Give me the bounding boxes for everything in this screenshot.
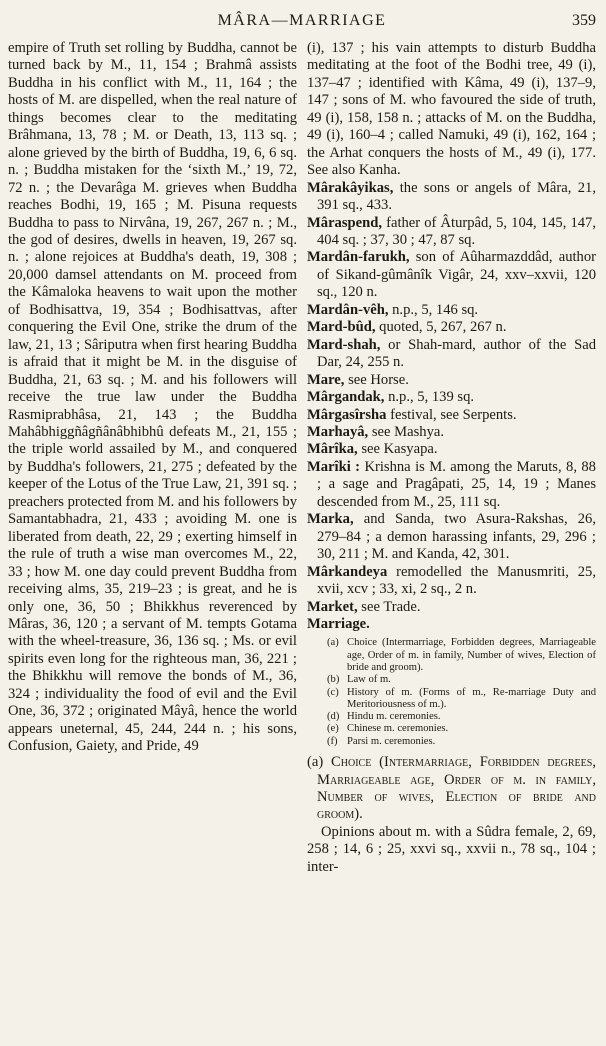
entry-body: see Kasyapa. <box>357 441 438 458</box>
index-entry <box>307 441 596 458</box>
list-item <box>307 736 596 748</box>
list-item <box>307 674 596 686</box>
section-heading <box>307 754 596 824</box>
entry-body: quoted, 5, 267, 267 n. <box>375 319 507 336</box>
entry-body: and Sanda, two Asura-Rakshas, 26, 279–84 ; a demon harassing infants, 29, 296 ; 30, 211 ; M. and Kanda, 42, 301. <box>317 511 596 563</box>
index-entry <box>307 511 596 563</box>
index-entry <box>307 302 596 319</box>
list-item <box>307 687 596 712</box>
list-item-marker: (a) <box>327 637 339 649</box>
index-entry <box>307 599 596 616</box>
entry-headword: Mard-bûd, <box>307 319 376 336</box>
entry-headword: Marriage. <box>307 615 370 632</box>
entry-headword: Market, <box>307 598 358 615</box>
list-item-text: Parsi m. ceremonies. <box>347 735 436 747</box>
running-header <box>8 6 596 36</box>
entry-body: Krishna is M. among the Maruts, 8, 88 ; a sage and Pragâpati, 25, 14, 19 ; Manes descended from M., 25, 111 sq. <box>317 458 596 510</box>
entry-body: n.p., 5, 146 sq. <box>388 301 479 318</box>
entry-body: father of Âturpâd, 5, 104, 145, 147, 404 sq. ; 37, 30 ; 47, 87 sq. <box>317 214 596 248</box>
list-item-marker: (f) <box>327 735 338 747</box>
entry-headword: Mâraspend, <box>307 214 382 231</box>
entry-body: remodelled the Manusmriti, 25, xvii, xcv ; 33, xi, 2 sq., 2 n. <box>317 563 596 598</box>
index-entry <box>307 389 596 406</box>
mara-entry-continuation: empire of Truth set rolling by Buddha, cannot be turned back by M., 11, 154 ; Brahmâ assists Buddha in his conflict with M., 11, 164 ; the hosts of M. are dispelled, when the real nature of things becomes clear to the meditating Brâhmana, 13, 78 ; M. or Death, 13, 113 sq. ; alone grieved by the birth of Buddha, 19, 6, 6 sq. n. ; Buddha mistaken for the ‘sixth M.,’ 19, 72, 72 n. ; the Devarâga M. grieves when Buddha reaches Bodhi, 19, 165 ; M. Pisuna requests Buddha to pass to Nirvâna, 19, 267, 267 n. ; M., the god of desires, dwells in heaven, 19, 267 sq. n. ; alone rejoices at Buddha's death, 19, 308 ; 20,000 damsel attendants on M. proceed from the Kâmaloka heavens to wait upon the mother of Bodhisattva, 19, 354 ; Bodhisattvas, after conquering the Evil One, strike the drum of the law, 21, 13 ; Sâriputra when first hearing Buddha is afraid that it might be M. in the disguise of Buddha, 21, 63 sq. ; M. and his followers will receive the true law under the Buddha Rasmiprabhâsa, 21, 143 ; the Buddha Mahâbhiggñâgñânâbhibhû defeats M., 21, 155 ; the triple world assailed by M., and conquered by Buddha's followers, 21, 275 ; defeated by the keeper of the Lotus of the True Law, 21, 391 sq. ; preachers protected from M. and his followers by Samantabhadra, 21, 433 ; avoiding M. one is liberated from death, 22, 29 ; exerting himself in the rule of truth a wise man overcomes M., 22, 33 ; how M. one day could prevent Buddha from receiving alms, 35, 219–23 ; is great, and he is only one, 36, 50 ; Bhikkhus reverenced by Mâras, 36, 120 ; a servant of M. tempts Gotama with the wheel-treasure, 36, 136 sq. ; Ms. or evil spirits even long for the righteous man, 36, 221 ; the Bhikkhu will remove the bonds of M., 36, 324 ; individuality the food of evil and the Evil One, 36, 372 ; originated Mâyâ, hence the world appears uneternal, 45, 244, 244 n. ; his sons, Confusion, Gaiety, and Pride, 49 <box>8 40 297 755</box>
page-number: 359 <box>572 12 596 29</box>
index-entry <box>307 459 596 511</box>
index-entry <box>307 424 596 441</box>
section-body: Opinions about m. with a Sûdra female, 2, 69, 258 ; 14, 6 ; 25, xxvi sq., xxvii n., 78 sq., 104 ; inter- <box>307 823 596 875</box>
entry-headword: Marka, <box>307 511 354 528</box>
index-entry <box>307 407 596 424</box>
running-title: MÂRA—MARRIAGE <box>217 12 387 29</box>
list-item-marker: (c) <box>327 686 339 698</box>
entry-body: the sons or angels of Mâra, 21, 391 sq., 433. <box>317 179 596 214</box>
list-item-marker: (b) <box>327 674 340 686</box>
index-entry <box>307 180 596 215</box>
list-item <box>307 723 596 735</box>
index-entry <box>307 215 596 250</box>
index-entry <box>307 372 596 389</box>
entry-headword: Mârgasîrsha <box>307 406 387 423</box>
left-column <box>8 40 297 876</box>
entry-headword: Mârîka, <box>307 441 358 458</box>
entry-headword: Mârgandak, <box>307 389 385 406</box>
entry-headword: Marîki : <box>307 458 361 475</box>
index-entry <box>307 319 596 336</box>
index-entry <box>307 616 596 633</box>
entry-headword: Mârkandeya <box>307 563 388 580</box>
entry-body: or Shah-mard, author of the Sad Dar, 24, 255 n. <box>317 336 596 371</box>
list-item-text: Law of m. <box>347 674 391 686</box>
entry-headword: Marhayâ, <box>307 423 369 440</box>
right-column <box>307 40 596 876</box>
entry-headword: Mare, <box>307 371 345 388</box>
list-item-marker: (d) <box>327 711 340 723</box>
list-item <box>307 711 596 723</box>
two-column-body <box>8 40 596 876</box>
list-item-text: History of m. (Forms of m., Re-marriage Duty and Meritoriousness of m.). <box>347 686 596 710</box>
entry-body: n.p., 5, 139 sq. <box>384 389 475 406</box>
list-item <box>307 637 596 674</box>
entry-body: see Mashya. <box>368 423 445 440</box>
entry-headword: Mard-shah, <box>307 336 381 353</box>
list-item-text: Hindu m. ceremonies. <box>347 711 441 723</box>
list-item-marker: (e) <box>327 723 339 735</box>
entry-body: festival, see Serpents. <box>386 406 517 423</box>
section-label: (a) <box>307 754 324 771</box>
entry-body: see Horse. <box>344 371 409 388</box>
index-entry <box>307 337 596 372</box>
mara-entry-continuation-end: (i), 137 ; his vain attempts to disturb Buddha meditating at the foot of the Bodhi tree, 49 (i), 137–47 ; identified with Kâma, 49 (i), 137–9, 147 ; sons of M. who favoured the side of truth, 49 (i), 158, 158 n. ; attacks of M. on the Buddha, 49 (i), 160–4 ; called Namuki, 49 (i), 162, 164 ; the Arhat conquers the hosts of M., 49 (i), 177. See also Kanha. <box>307 40 596 179</box>
marriage-subdivision-list <box>307 637 596 748</box>
list-item-text: Chinese m. ceremonies. <box>347 723 449 735</box>
entry-headword: Mardân-vêh, <box>307 301 389 318</box>
entry-body: son of Aûharmazddâd, author of Sikand-gûmânîk Vigâr, 24, xxv–xxvii, 120 sq., 120 n. <box>317 249 596 301</box>
entry-body: see Trade. <box>357 598 421 615</box>
section-title: Choice (Intermarriage, Forbidden degrees, Marriageable age, Order of m. in family, Number of wives, Election of bride and groom). <box>317 754 596 823</box>
index-entry <box>307 249 596 301</box>
list-item-text: Choice (Intermarriage, Forbidden degrees, Marriageable age, Order of m. in family, Number of wives, Election of bride and groom). <box>347 637 596 673</box>
entry-headword: Mârakâyikas, <box>307 179 394 196</box>
index-entry <box>307 564 596 599</box>
entry-headword: Mardân-farukh, <box>307 249 410 266</box>
